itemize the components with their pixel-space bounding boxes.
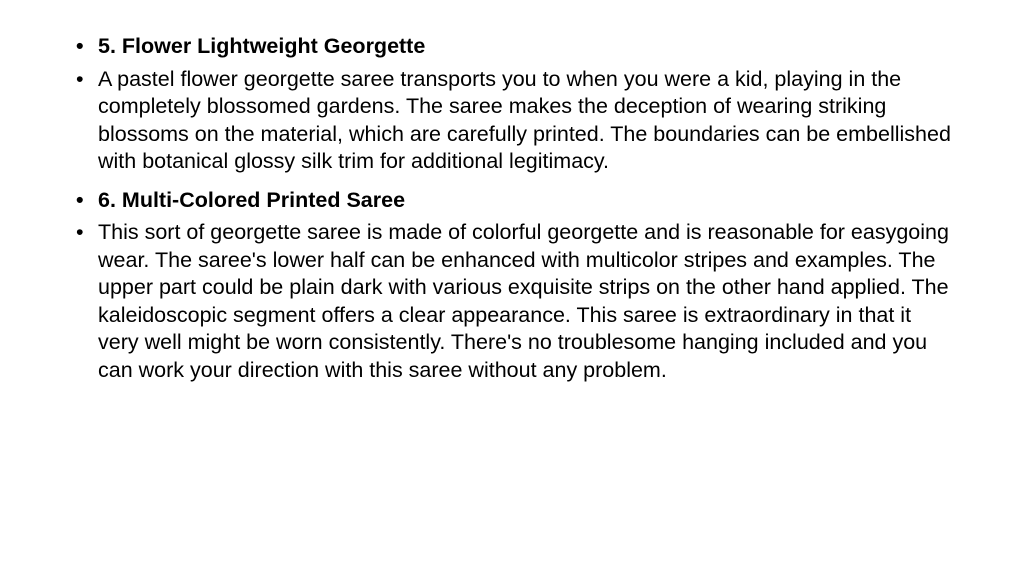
bullet-marker: • — [76, 34, 84, 58]
section-body-5 — [76, 66, 956, 176]
section-heading-text: 6. Multi-Colored Printed Saree — [98, 187, 406, 212]
bullet-list — [76, 33, 956, 395]
bullet-marker: • — [76, 66, 84, 91]
section-body-6 — [76, 219, 956, 384]
bullet-marker: • — [76, 220, 84, 244]
section-body-text: A pastel flower georgette saree transports you to when you were a kid, playing in the completely blossomed gardens. The saree makes the deception of wearing striking blossoms on the material, which are carefully printed. The boundaries can be embellished with botanical glossy silk trim for additional legitimacy. — [98, 66, 951, 173]
bullet-marker: • — [76, 187, 84, 212]
section-heading-text: 5. Flower Lightweight Georgette — [98, 34, 426, 58]
section-heading-5 — [76, 33, 956, 61]
section-body-text: This sort of georgette saree is made of colorful georgette and is reasonable for easygoing wear. The saree's lower half can be enhanced with multicolor stripes and examples. The upper part could be plain dark with various exquisite strips on the other hand applied. The kaleidoscopic segment offers a clear appearance. This saree is extraordinary in that it very well might be worn consistently. There's no troublesome hanging included and you can work your direction with this saree without any problem. — [98, 220, 949, 382]
section-heading-6 — [76, 187, 956, 215]
